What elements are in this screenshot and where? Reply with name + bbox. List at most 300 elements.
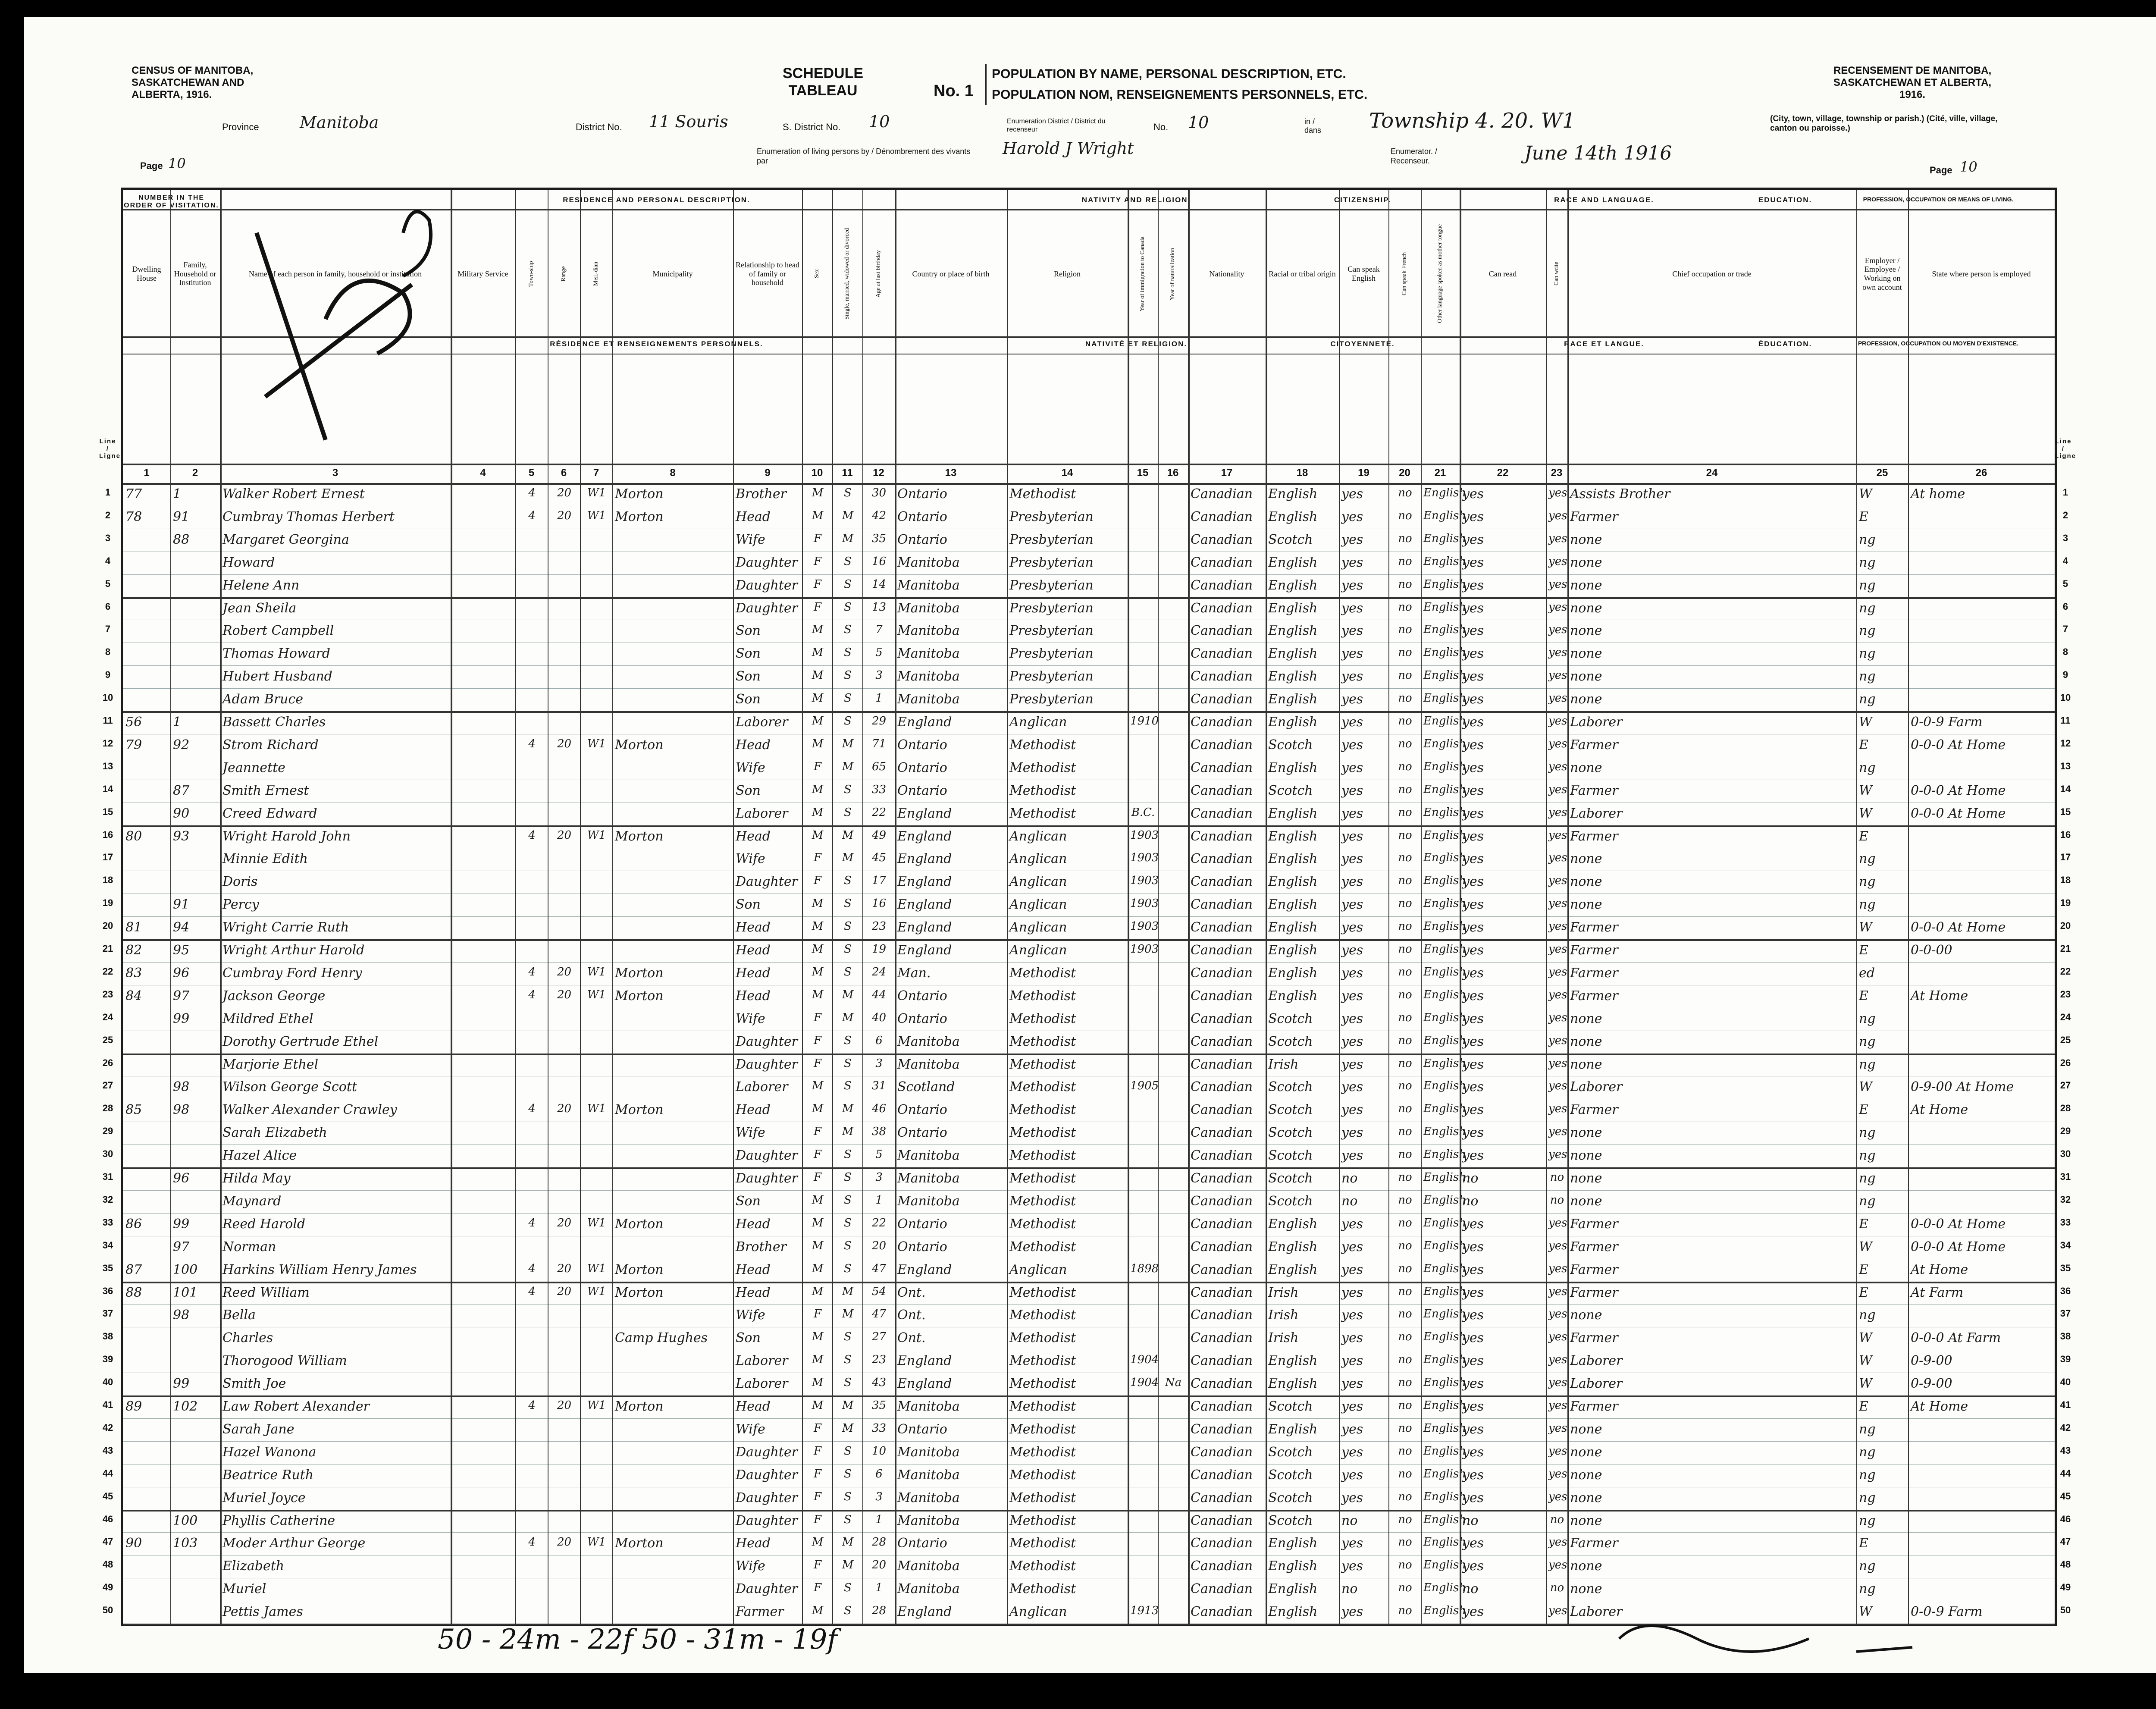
- line-number-right: 49: [2060, 1582, 2071, 1593]
- cell-col-10: M: [812, 1353, 824, 1367]
- cell-col-20: no: [1398, 646, 1412, 659]
- cell-col-20: no: [1398, 509, 1412, 522]
- cell-col-26: 0-0-00: [1911, 943, 1952, 958]
- cell-col-17: Canadian: [1191, 806, 1253, 821]
- cell-col-19: yes: [1341, 737, 1363, 753]
- enumeration-district-label: Enumeration District / District du recenseur: [1007, 118, 1106, 133]
- cell-col-18: Scotch: [1268, 1034, 1313, 1049]
- group-race: RACE AND LANGUAGE.: [1554, 196, 1654, 204]
- cell-col-9: Brother: [736, 1239, 787, 1254]
- cell-col-6: 20: [557, 486, 572, 499]
- cell-col-19: yes: [1341, 1604, 1363, 1620]
- line-number-left: 5: [105, 578, 111, 589]
- cell-col-13: Ontario: [897, 1421, 947, 1437]
- cell-col-18: English: [1268, 669, 1318, 684]
- column-header-5: Town-ship: [528, 261, 535, 287]
- cell-col-22: yes: [1462, 1330, 1484, 1346]
- cell-col-23: yes: [1548, 1079, 1567, 1093]
- cell-col-23: yes: [1548, 1308, 1567, 1321]
- cell-col-14: Anglican: [1009, 943, 1067, 958]
- cell-col-23: yes: [1548, 623, 1567, 637]
- cell-col-14: Methodist: [1009, 1057, 1076, 1072]
- line-number-right: 42: [2060, 1422, 2071, 1433]
- cell-col-10: M: [812, 1216, 824, 1229]
- cell-col-20: no: [1398, 1216, 1412, 1229]
- cell-col-14: Methodist: [1009, 1308, 1076, 1323]
- column-rule: [1158, 190, 1159, 1624]
- cell-col-24: none: [1570, 600, 1602, 616]
- cell-col-17: Canadian: [1191, 1330, 1253, 1346]
- column-number: 20: [1399, 467, 1410, 479]
- cell-col-21: English: [1423, 1330, 1467, 1344]
- cell-col-7: W1: [587, 486, 606, 499]
- cell-col-6: 20: [557, 1285, 572, 1298]
- person-name-cell: Harkins William Henry James: [222, 1262, 417, 1277]
- cell-col-13: Manitoba: [897, 1148, 960, 1163]
- line-number-right: 50: [2060, 1605, 2071, 1616]
- cell-col-25: ng: [1859, 1034, 1876, 1049]
- cell-col-22: yes: [1462, 1102, 1484, 1118]
- cell-col-24: none: [1570, 692, 1602, 707]
- cell-col-22: yes: [1462, 965, 1484, 981]
- cell-col-9: Daughter: [736, 1581, 798, 1597]
- cell-col-13: Ontario: [897, 1125, 947, 1141]
- person-name-cell: Hazel Alice: [222, 1148, 297, 1163]
- cell-col-19: yes: [1341, 555, 1363, 570]
- cell-col-9: Wife: [736, 1011, 765, 1026]
- person-name-cell: Cumbray Ford Henry: [222, 965, 362, 981]
- cell-col-24: none: [1570, 760, 1602, 775]
- cell-col-11: S: [844, 806, 852, 819]
- cell-col-5: 4: [528, 1285, 536, 1298]
- cell-col-19: yes: [1341, 1421, 1363, 1437]
- cell-col-2: 99: [173, 1376, 190, 1392]
- cell-col-14: Methodist: [1009, 1011, 1076, 1026]
- cell-col-10: M: [812, 486, 824, 499]
- cell-col-18: English: [1268, 715, 1318, 730]
- cell-col-19: yes: [1341, 532, 1363, 547]
- cell-col-13: Ontario: [897, 760, 947, 775]
- line-number-right: 38: [2060, 1331, 2071, 1342]
- cell-col-1: 89: [125, 1399, 142, 1414]
- cell-col-17: Canadian: [1191, 965, 1253, 981]
- cell-col-21: English: [1423, 1125, 1467, 1138]
- line-number-right: 23: [2060, 988, 2071, 1000]
- cell-col-24: Laborer: [1570, 1604, 1623, 1620]
- cell-col-9: Daughter: [736, 1057, 798, 1072]
- person-name-cell: Thomas Howard: [222, 646, 330, 662]
- cell-col-9: Son: [736, 623, 761, 639]
- cell-col-24: none: [1570, 1057, 1602, 1072]
- cell-col-10: M: [812, 965, 824, 978]
- cell-col-24: Farmer: [1570, 1102, 1618, 1118]
- cell-col-19: yes: [1341, 600, 1363, 616]
- line-number-left: 15: [102, 806, 113, 817]
- cell-col-10: F: [813, 1125, 822, 1138]
- person-name-cell: Jackson George: [222, 988, 326, 1003]
- cell-col-9: Son: [736, 669, 761, 684]
- line-number-right: 39: [2060, 1354, 2071, 1365]
- census-table: [121, 188, 2057, 1626]
- cell-col-25: W: [1859, 920, 1872, 935]
- line-number-left: 13: [102, 760, 113, 771]
- line-number-left: 38: [102, 1331, 113, 1342]
- cell-col-10: M: [812, 1330, 824, 1344]
- cell-col-23: yes: [1548, 1421, 1567, 1435]
- cell-col-14: Presbyterian: [1009, 669, 1094, 684]
- cell-col-21: English: [1423, 965, 1467, 978]
- cell-col-20: no: [1398, 623, 1412, 637]
- cell-col-11: S: [844, 1490, 852, 1503]
- cell-col-14: Methodist: [1009, 965, 1076, 981]
- column-header-19: Can speak English: [1348, 265, 1380, 282]
- cell-col-13: Manitoba: [897, 1034, 960, 1049]
- cell-col-5: 4: [528, 1536, 536, 1549]
- enumerator-name: Harold J Wright: [1003, 139, 1134, 158]
- cell-col-9: Son: [736, 1193, 761, 1209]
- line-number-left: 37: [102, 1308, 113, 1319]
- cell-col-19: yes: [1341, 1353, 1363, 1369]
- group-citizenship: CITIZENSHIP.: [1334, 196, 1391, 204]
- column-number: 24: [1706, 467, 1718, 479]
- cell-col-23: yes: [1548, 1125, 1567, 1138]
- cell-col-23: yes: [1548, 897, 1567, 910]
- cell-col-20: no: [1398, 692, 1412, 705]
- cell-col-25: W: [1859, 806, 1872, 821]
- cell-col-2: 96: [173, 965, 190, 981]
- cell-col-12: 22: [871, 806, 887, 819]
- column-number: 19: [1358, 467, 1369, 479]
- cell-col-23: yes: [1548, 806, 1567, 819]
- person-name-cell: Dorothy Gertrude Ethel: [222, 1034, 379, 1049]
- cell-col-17: Canadian: [1191, 577, 1253, 593]
- cell-col-10: M: [812, 715, 824, 728]
- row-rule: [123, 1213, 2055, 1214]
- cell-col-20: no: [1398, 486, 1412, 499]
- person-name-cell: Smith Ernest: [222, 783, 309, 798]
- cell-col-25: ng: [1859, 577, 1876, 593]
- person-name-cell: Reed William: [222, 1285, 310, 1300]
- cell-col-11: M: [842, 1285, 854, 1298]
- cell-col-19: yes: [1341, 1079, 1363, 1095]
- cell-col-15: 1903: [1130, 943, 1159, 956]
- cell-col-12: 42: [871, 509, 887, 522]
- cell-col-17: Canadian: [1191, 715, 1253, 730]
- group-number: NUMBER IN THE ORDER OF VISITATION.: [124, 194, 219, 209]
- line-number-left: 42: [102, 1422, 113, 1433]
- cell-col-22: yes: [1462, 1308, 1484, 1323]
- cell-col-17: Canadian: [1191, 1239, 1253, 1254]
- cell-col-12: 47: [871, 1262, 887, 1275]
- cell-col-12: 1: [875, 692, 883, 705]
- cell-col-9: Son: [736, 692, 761, 707]
- cell-col-11: M: [842, 1011, 854, 1024]
- cell-col-20: no: [1398, 806, 1412, 819]
- line-number-right: 24: [2060, 1011, 2071, 1022]
- cell-col-9: Daughter: [736, 1148, 798, 1163]
- cell-col-14: Methodist: [1009, 1558, 1076, 1574]
- cell-col-21: English: [1423, 1421, 1467, 1435]
- cell-col-25: ng: [1859, 1308, 1876, 1323]
- cell-col-18: Irish: [1268, 1308, 1299, 1323]
- cell-col-13: England: [897, 1376, 952, 1392]
- cell-col-13: England: [897, 1353, 952, 1369]
- cell-col-21: English: [1423, 1239, 1467, 1252]
- cell-col-10: F: [813, 1011, 822, 1024]
- cell-col-12: 23: [871, 920, 887, 933]
- line-number-right: 2: [2062, 509, 2068, 521]
- cell-col-24: none: [1570, 669, 1602, 684]
- cell-col-2: 98: [173, 1102, 190, 1118]
- cell-col-10: F: [813, 760, 822, 773]
- cell-col-9: Head: [736, 1536, 771, 1551]
- cell-col-20: no: [1398, 1285, 1412, 1298]
- cell-col-24: none: [1570, 1421, 1602, 1437]
- cell-col-10: F: [813, 1444, 822, 1458]
- cell-col-2: 92: [173, 737, 190, 753]
- cell-col-20: no: [1398, 1079, 1412, 1093]
- line-number-right: 10: [2060, 692, 2071, 703]
- cell-col-17: Canadian: [1191, 783, 1253, 798]
- column-header-23: Can write: [1553, 262, 1560, 286]
- cell-col-22: yes: [1462, 1216, 1484, 1232]
- cell-col-12: 24: [871, 965, 887, 978]
- cell-col-18: English: [1268, 623, 1318, 639]
- cell-col-17: Canadian: [1191, 1285, 1253, 1300]
- cell-col-11: S: [844, 965, 852, 978]
- cell-col-14: Methodist: [1009, 1353, 1076, 1369]
- cell-col-13: England: [897, 874, 952, 890]
- cell-col-25: W: [1859, 1353, 1872, 1369]
- column-header-17: Nationality: [1209, 269, 1244, 278]
- cell-col-19: yes: [1341, 1467, 1363, 1483]
- cell-col-25: ng: [1859, 1011, 1876, 1026]
- group-education: EDUCATION.: [1758, 196, 1812, 204]
- cell-col-12: 33: [871, 783, 887, 796]
- cell-col-20: no: [1398, 1399, 1412, 1412]
- cell-col-14: Presbyterian: [1009, 623, 1094, 639]
- cell-col-13: England: [897, 897, 952, 913]
- cell-col-7: W1: [587, 1262, 606, 1275]
- cell-col-19: yes: [1341, 874, 1363, 890]
- cell-col-2: 94: [173, 920, 190, 935]
- cell-col-23: no: [1550, 1581, 1564, 1595]
- person-name-cell: Muriel Joyce: [222, 1490, 306, 1505]
- cell-col-20: no: [1398, 1125, 1412, 1138]
- cell-col-11: S: [844, 555, 852, 568]
- cell-col-12: 54: [871, 1285, 887, 1298]
- cell-col-17: Canadian: [1191, 851, 1253, 867]
- cell-col-15: 1904: [1130, 1376, 1159, 1389]
- cell-col-11: S: [844, 874, 852, 887]
- row-rule: [123, 1441, 2055, 1442]
- column-header-7: Meri-dian: [592, 262, 599, 286]
- cell-col-2: 90: [173, 806, 190, 821]
- cell-col-15: 1898: [1130, 1262, 1159, 1275]
- cell-col-10: F: [813, 1467, 822, 1480]
- person-name-cell: Helene Ann: [222, 577, 300, 593]
- column-header-26: State where person is employed: [1932, 269, 2031, 278]
- row-rule: [123, 1190, 2055, 1191]
- cell-col-21: English: [1423, 1262, 1467, 1275]
- cell-col-25: W: [1859, 1376, 1872, 1392]
- cell-col-10: F: [813, 1513, 822, 1526]
- cell-col-21: English: [1423, 555, 1467, 568]
- cell-col-13: Man.: [897, 965, 931, 981]
- cell-col-25: ng: [1859, 1193, 1876, 1209]
- cell-col-19: yes: [1341, 1376, 1363, 1392]
- page-label-left: Page: [140, 160, 163, 171]
- cell-col-25: ng: [1859, 1148, 1876, 1163]
- line-number-left: 14: [102, 783, 113, 794]
- cell-col-21: English: [1423, 692, 1467, 705]
- column-rule: [1007, 190, 1008, 1624]
- cell-col-25: ng: [1859, 874, 1876, 890]
- cell-col-23: yes: [1548, 646, 1567, 659]
- line-number-right: 4: [2062, 555, 2068, 566]
- cell-col-12: 10: [871, 1444, 887, 1458]
- cell-col-13: Ontario: [897, 532, 947, 547]
- cell-col-23: yes: [1548, 1558, 1567, 1572]
- schedule-number: No. 1: [934, 82, 974, 100]
- cell-col-19: yes: [1341, 1216, 1363, 1232]
- cell-col-18: English: [1268, 806, 1318, 821]
- cell-col-19: yes: [1341, 1308, 1363, 1323]
- cell-col-9: Daughter: [736, 555, 798, 570]
- cell-col-21: English: [1423, 806, 1467, 819]
- cell-col-25: E: [1859, 1399, 1868, 1414]
- cell-col-22: yes: [1462, 577, 1484, 593]
- cell-col-20: no: [1398, 1102, 1412, 1116]
- cell-col-17: Canadian: [1191, 1353, 1253, 1369]
- line-number-left: 44: [102, 1468, 113, 1479]
- cell-col-26: 0-0-9 Farm: [1911, 1604, 1983, 1620]
- cell-col-2: 99: [173, 1011, 190, 1026]
- cell-col-10: M: [812, 1285, 824, 1298]
- cell-col-17: Canadian: [1191, 669, 1253, 684]
- cell-col-21: English: [1423, 897, 1467, 910]
- cell-col-20: no: [1398, 1421, 1412, 1435]
- column-rule: [733, 190, 734, 1624]
- column-rule: [580, 190, 581, 1624]
- cell-col-5: 4: [528, 1216, 536, 1229]
- line-number-right: 6: [2062, 601, 2068, 612]
- cell-col-18: Irish: [1268, 1330, 1299, 1346]
- cell-col-20: no: [1398, 943, 1412, 956]
- column-number: 1: [144, 467, 150, 479]
- column-number: 25: [1876, 467, 1888, 479]
- line-number-left: 24: [102, 1011, 113, 1022]
- cell-col-21: English: [1423, 851, 1467, 865]
- cell-col-21: English: [1423, 486, 1467, 499]
- cell-col-23: yes: [1548, 692, 1567, 705]
- cell-col-9: Wife: [736, 1308, 765, 1323]
- cell-col-9: Daughter: [736, 577, 798, 593]
- line-number-left: 9: [105, 669, 111, 680]
- column-header-13: Country or place of birth: [912, 269, 990, 278]
- line-number-left: 22: [102, 966, 113, 977]
- column-rule: [1188, 190, 1190, 1624]
- cell-col-20: no: [1398, 1193, 1412, 1207]
- cell-col-25: ng: [1859, 1467, 1876, 1483]
- column-number: 12: [873, 467, 884, 479]
- cell-col-9: Head: [736, 920, 771, 935]
- column-number: 23: [1551, 467, 1563, 479]
- cell-col-14: Methodist: [1009, 1376, 1076, 1392]
- cell-col-2: 91: [173, 509, 190, 524]
- cell-col-24: Farmer: [1570, 965, 1618, 981]
- cell-col-11: S: [844, 669, 852, 682]
- cell-col-18: English: [1268, 1421, 1318, 1437]
- line-number-right: 27: [2060, 1080, 2071, 1091]
- cell-col-18: English: [1268, 692, 1318, 707]
- cell-col-22: yes: [1462, 1558, 1484, 1574]
- cell-col-13: Manitoba: [897, 555, 960, 570]
- line-number-left: 29: [102, 1126, 113, 1137]
- cell-col-6: 20: [557, 828, 572, 842]
- cell-col-7: W1: [587, 1216, 606, 1229]
- line-number-right: 44: [2060, 1468, 2071, 1479]
- line-number-left: 46: [102, 1513, 113, 1524]
- cell-col-11: M: [842, 1102, 854, 1116]
- cell-col-13: England: [897, 828, 952, 844]
- cell-col-17: Canadian: [1191, 1308, 1253, 1323]
- cell-col-10: M: [812, 692, 824, 705]
- person-name-cell: Reed Harold: [222, 1216, 306, 1232]
- enumeration-district-no-label: No.: [1153, 122, 1169, 132]
- cell-col-21: English: [1423, 737, 1467, 750]
- cell-col-21: English: [1423, 1285, 1467, 1298]
- cell-col-18: Scotch: [1268, 1490, 1313, 1505]
- column-number: 2: [192, 467, 198, 479]
- line-number-right: 13: [2060, 760, 2071, 771]
- column-rule: [895, 190, 896, 1624]
- cell-col-9: Wife: [736, 760, 765, 775]
- cell-col-21: English: [1423, 532, 1467, 545]
- cell-col-24: none: [1570, 646, 1602, 662]
- cell-col-8: Morton: [615, 1102, 664, 1118]
- cell-col-20: no: [1398, 828, 1412, 842]
- cell-col-12: 3: [875, 1490, 883, 1503]
- cell-col-10: F: [813, 1148, 822, 1161]
- column-header-8: Municipality: [652, 269, 693, 278]
- cell-col-25: E: [1859, 1216, 1868, 1232]
- cell-col-22: yes: [1462, 692, 1484, 707]
- cell-col-22: yes: [1462, 1034, 1484, 1049]
- person-name-cell: Thorogood William: [222, 1353, 347, 1369]
- cell-col-22: yes: [1462, 760, 1484, 775]
- column-rule: [1546, 190, 1547, 1624]
- cell-col-23: yes: [1548, 1604, 1567, 1618]
- cell-col-8: Morton: [615, 1536, 664, 1551]
- cell-col-25: E: [1859, 943, 1868, 958]
- cell-col-24: none: [1570, 1034, 1602, 1049]
- header-rule: [123, 336, 2055, 338]
- cell-col-21: English: [1423, 1216, 1467, 1229]
- group-citizenship-fr: CITOYENNETÉ.: [1330, 340, 1395, 348]
- line-number-left: 43: [102, 1445, 113, 1456]
- cell-col-11: S: [844, 943, 852, 956]
- cell-col-17: Canadian: [1191, 692, 1253, 707]
- cell-col-7: W1: [587, 509, 606, 522]
- row-rule: [123, 597, 2055, 599]
- cell-col-12: 5: [875, 1148, 883, 1161]
- cell-col-12: 45: [871, 851, 887, 865]
- cell-col-17: Canadian: [1191, 623, 1253, 639]
- cell-col-24: none: [1570, 623, 1602, 639]
- cell-col-14: Presbyterian: [1009, 692, 1094, 707]
- cell-col-22: no: [1462, 1581, 1479, 1597]
